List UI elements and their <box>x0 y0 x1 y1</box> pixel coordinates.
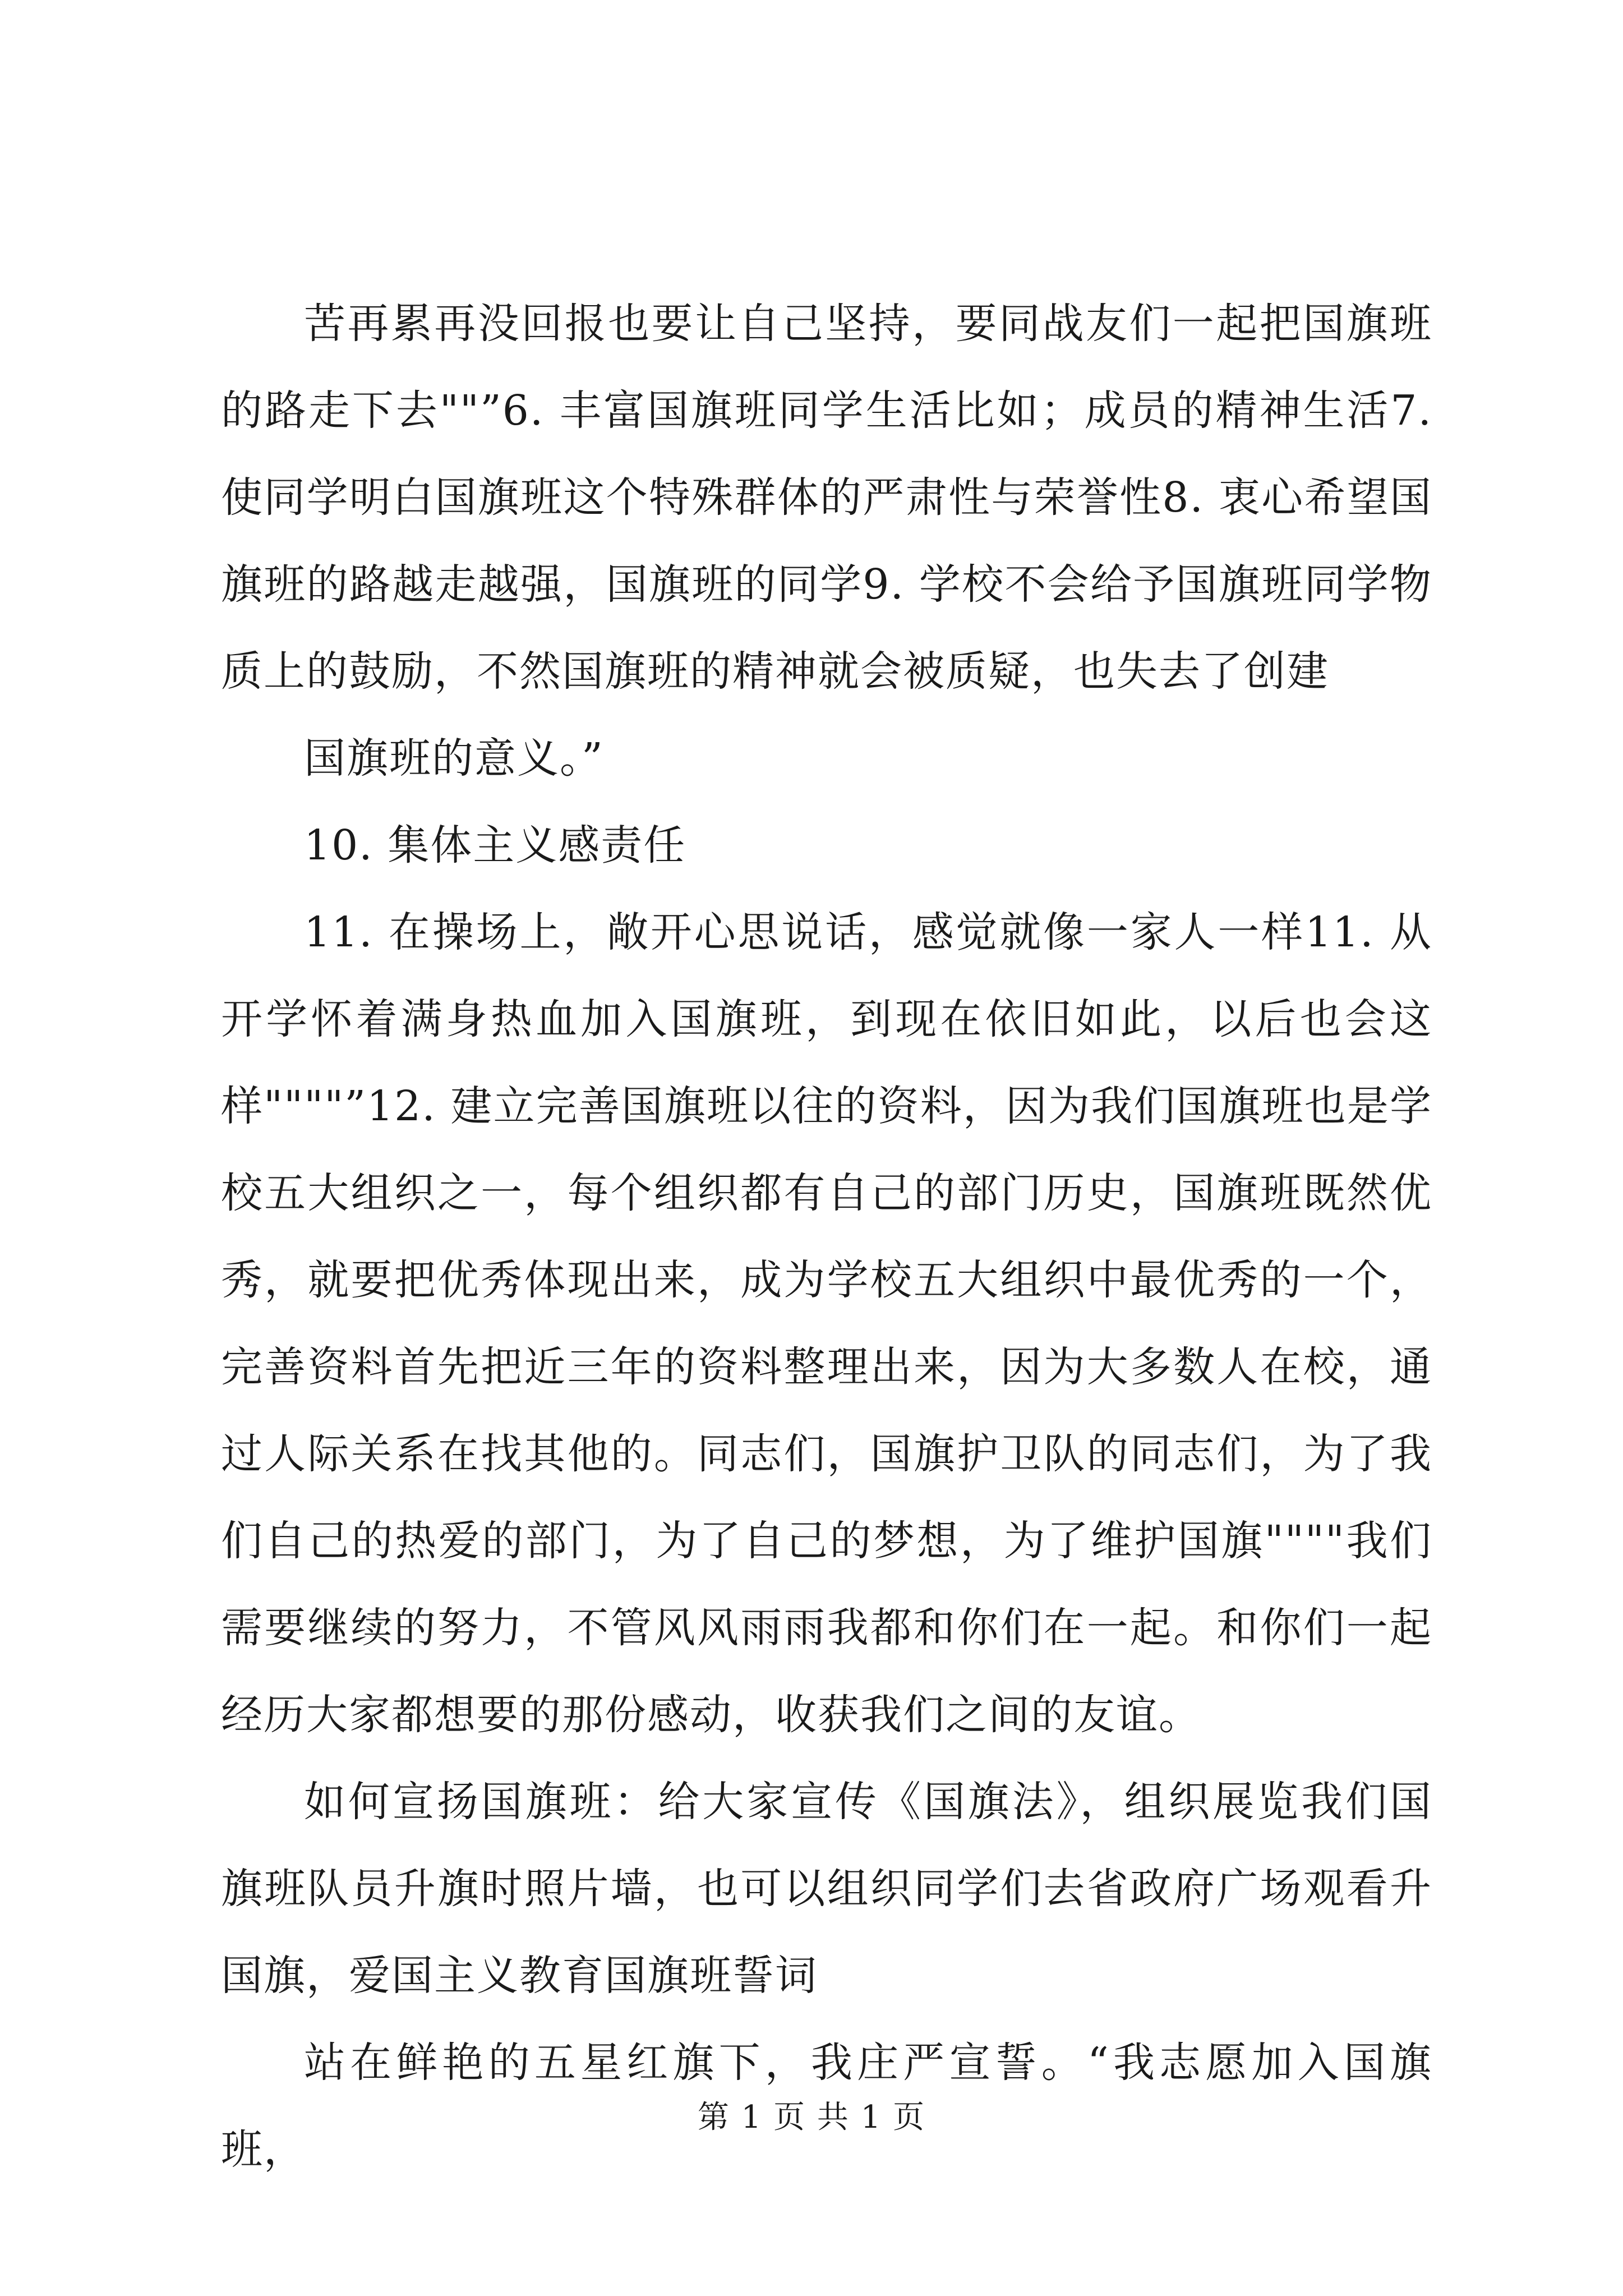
page-number-footer: 第 1 页 共 1 页 <box>697 2099 926 2136</box>
paragraph-playground-records: 11. 在操场上，敞开心思说话，感觉就像一家人一样11. 从开学怀着满身热血加入国旗班，到现在依旧如此，以后也会这样""""”12. 建立完善国旗班以往的资料，因为我们国旗班也是学校五大组织之一，每个组织都有自己的部门历史，国旗班既然优秀，就要把优秀体现出来，成为学校五大组织中最优秀的一个，完善资料首先把近三年的资料整理出来，因为大多数人在校，通过人际关系在找其他的。同志们，国旗护卫队的同志们，为了我们自己的热爱的部门，为了自己的梦想，为了维护国旗""""我们需要继续的努力，不管风风雨雨我都和你们在一起。和你们一起经历大家都想要的那份感动，收获我们之间的友谊。 <box>221 908 1432 1739</box>
paragraph-meaning: 国旗班的意义。” <box>304 734 604 783</box>
paragraph-collectivism: 10. 集体主义感责任 <box>304 821 686 869</box>
paragraph-promotion: 如何宣扬国旗班：给大家宣传《国旗法》，组织展览我们国旗班队员升旗时照片墙，也可以组织同学们去省政府广场观看升国旗，爱国主义教育国旗班誓词 <box>221 1778 1432 2000</box>
paragraph-perseverance: 苦再累再没回报也要让自己坚持，要同战友们一起把国旗班的路走下去""”6. 丰富国旗班同学生活比如；成员的精神生活7. 使同学明白国旗班这个特殊群体的严肃性与荣誉性8. 衷心希望国旗班的路越走越强，国旗班的同学9. 学校不会给予国旗班同学物质上的鼓励，不然国旗班的精神就会被质疑，也失去了创建 <box>221 300 1432 696</box>
document-body <box>221 280 1432 2193</box>
paragraph-oath: 站在鲜艳的五星红旗下，我庄严宣誓。“我志愿加入国旗班， <box>221 2039 1432 2174</box>
